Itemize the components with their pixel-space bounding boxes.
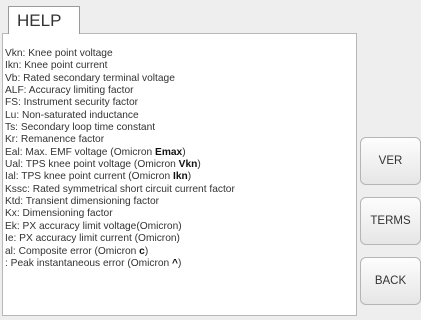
definition-text: FS: Instrument security factor	[5, 97, 139, 109]
definition-text: Ikn: Knee point current	[5, 60, 108, 72]
terms-button-label: TERMS	[370, 215, 411, 227]
back-button-label: BACK	[374, 275, 407, 287]
definition-line	[5, 233, 235, 245]
ver-button-label: VER	[378, 155, 403, 167]
definition-text: Vkn: Knee point voltage	[5, 48, 113, 59]
definition-line	[5, 48, 235, 60]
definition-text: Kssc: Rated symmetrical short circuit current factor	[5, 183, 235, 195]
definition-line	[5, 184, 235, 196]
definition-text: ALF: Accuracy limiting factor	[5, 85, 134, 97]
back-button[interactable]	[360, 257, 421, 305]
definition-text-suffix: )	[144, 245, 149, 257]
definition-text: al: Composite error (Omicron	[5, 245, 140, 257]
definition-omicron-term: Ikn	[172, 171, 188, 183]
definition-line	[5, 60, 235, 72]
definition-line	[5, 73, 235, 85]
definition-omicron-term: Vkn	[178, 159, 198, 171]
definition-line	[5, 147, 235, 159]
definition-text-suffix: )	[182, 146, 186, 158]
tab-help	[8, 6, 80, 34]
definition-text: Ts: Secondary loop time constant	[5, 122, 156, 134]
definition-text-suffix: )	[178, 257, 182, 269]
definition-line	[5, 110, 235, 122]
definition-text: Ual: TPS knee point voltage (Omicron	[5, 159, 179, 171]
definition-omicron-term: c	[139, 245, 145, 257]
definition-text: Ktd: Transient dimensioning factor	[5, 196, 160, 208]
definition-line	[5, 171, 235, 183]
definition-text-suffix: )	[187, 171, 192, 183]
definition-line	[5, 221, 235, 233]
terms-button[interactable]	[360, 197, 421, 245]
definition-line	[5, 122, 235, 134]
tab-help-label: HELP	[17, 11, 62, 30]
definition-line	[5, 97, 235, 109]
definition-text: Kx: Dimensioning factor	[5, 208, 113, 220]
definition-list	[5, 48, 235, 270]
definition-line	[5, 208, 235, 220]
definition-line	[5, 196, 235, 208]
definition-line	[5, 159, 235, 171]
ver-button[interactable]	[360, 137, 421, 185]
definition-line	[5, 258, 235, 270]
definition-text: Eal: Max. EMF voltage (Omicron	[5, 146, 156, 158]
definition-text: Kr: Remanence factor	[5, 134, 105, 146]
definition-text: Lu: Non-saturated inductance	[5, 109, 139, 121]
definition-line	[5, 246, 235, 258]
help-panel	[2, 33, 357, 316]
definition-text: Ial: TPS knee point current (Omicron	[5, 171, 173, 183]
definition-line	[5, 85, 235, 97]
definition-text: : Peak instantaneous error (Omicron	[5, 257, 173, 269]
definition-omicron-term: Emax	[155, 146, 183, 158]
definition-text-suffix: )	[197, 159, 201, 171]
definition-text: Vb: Rated secondary terminal voltage	[5, 72, 175, 84]
definition-line	[5, 134, 235, 146]
definition-text: Ie: PX accuracy limit current (Omicron)	[5, 233, 180, 245]
definition-omicron-term: ^	[172, 257, 178, 269]
definition-text: Ek: PX accuracy limit voltage(Omicron)	[5, 220, 182, 232]
